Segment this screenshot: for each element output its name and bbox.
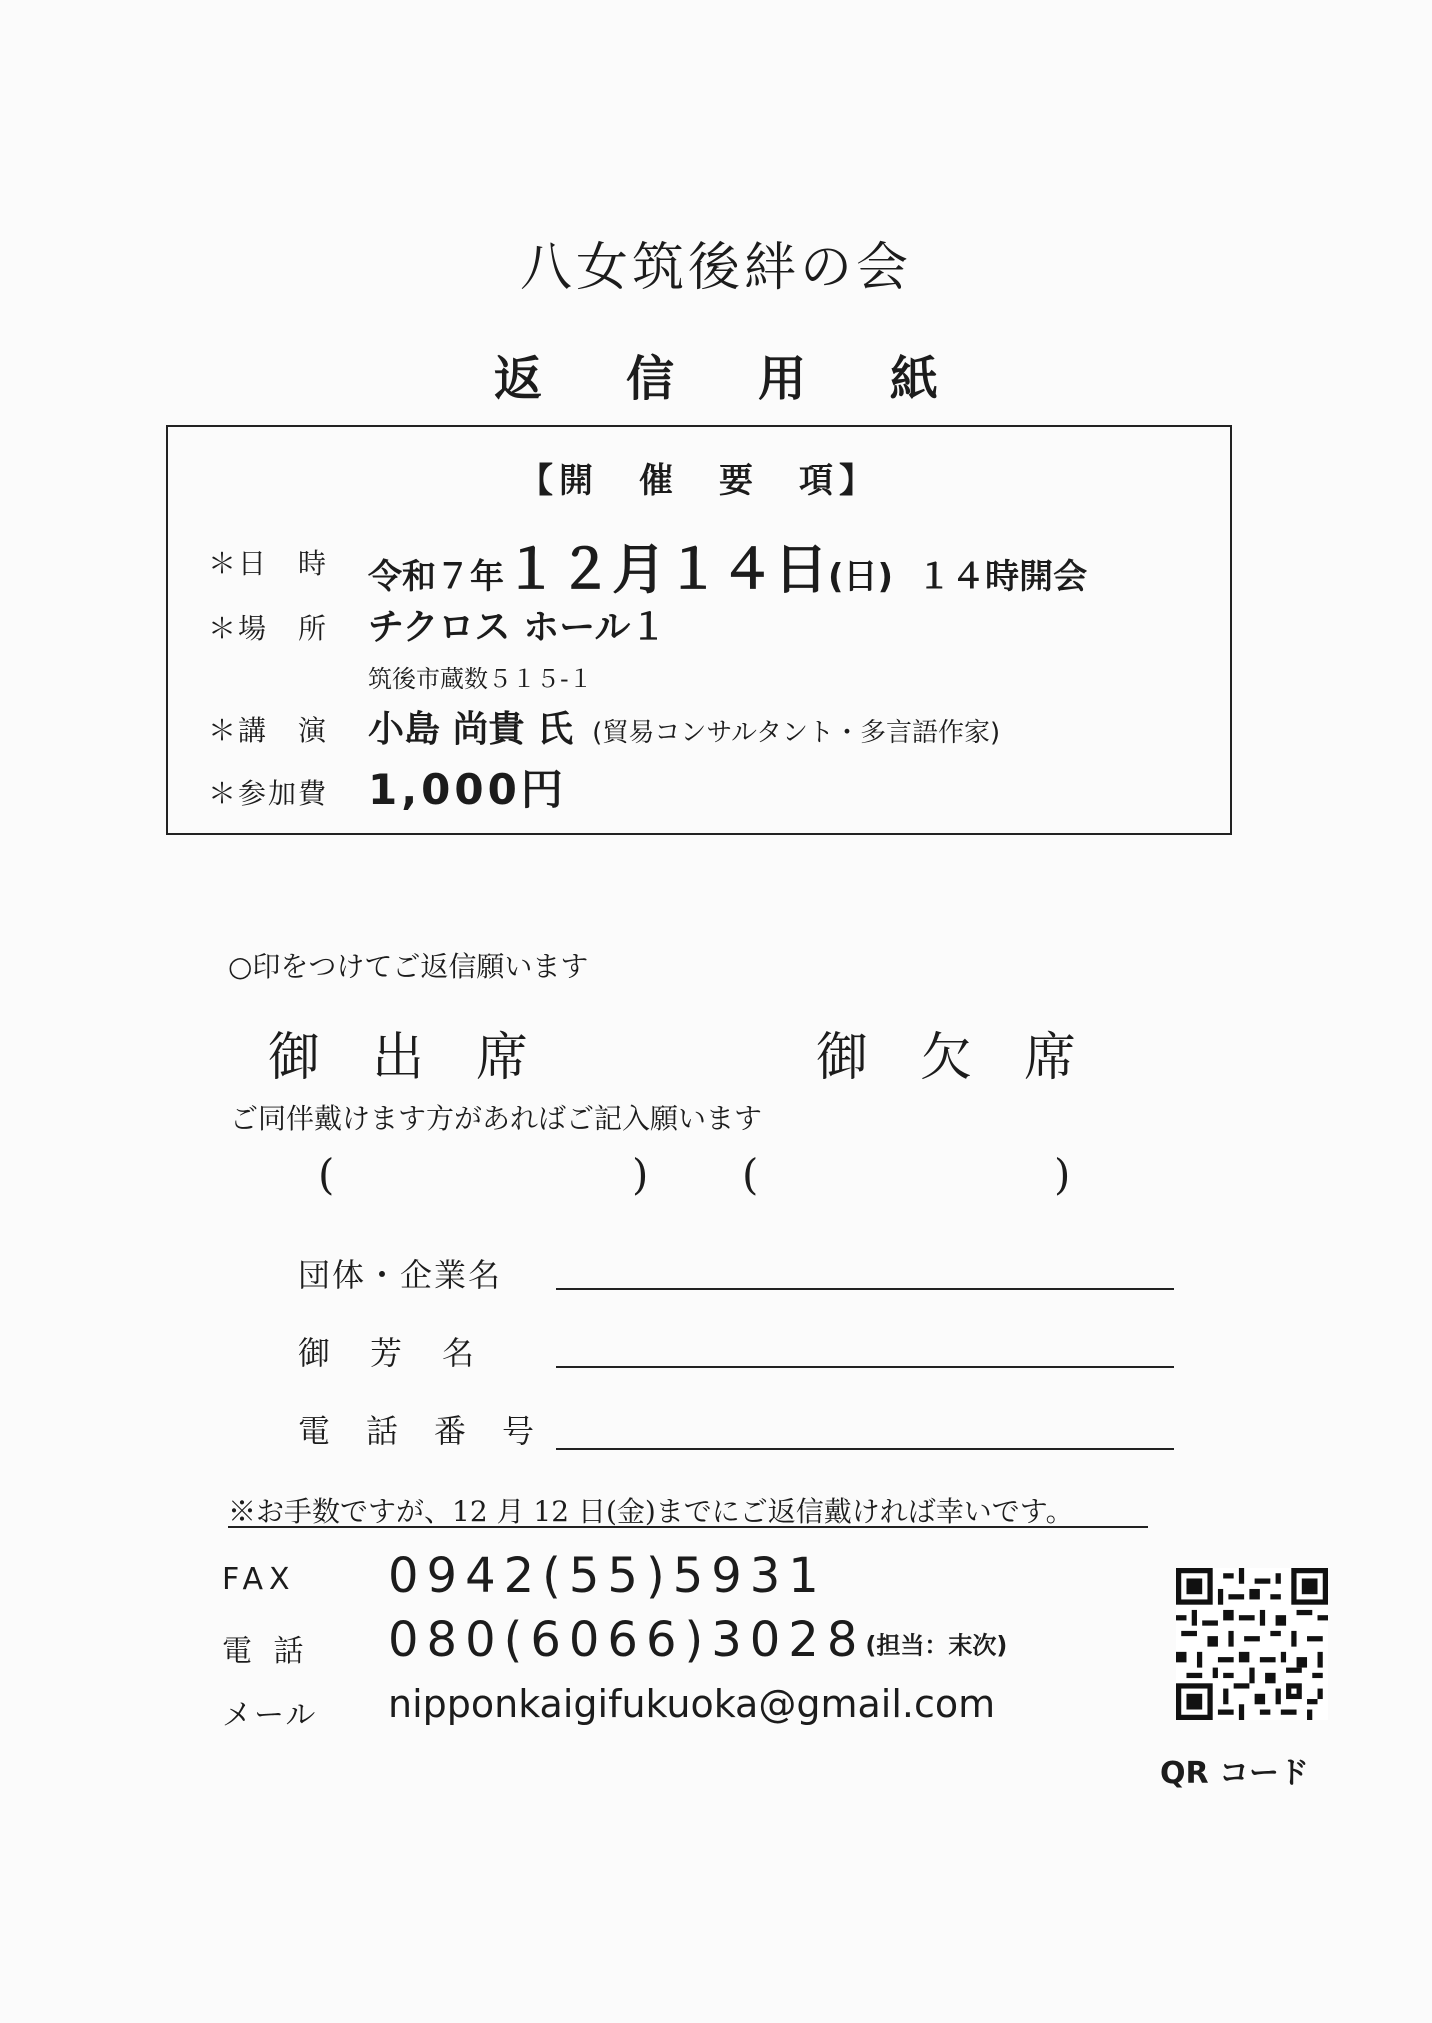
details-heading: 【開 催 要 項】 bbox=[519, 461, 879, 501]
form-title-char: 紙 bbox=[890, 351, 939, 407]
lecture-value bbox=[368, 701, 1000, 752]
organization-title: 八女筑後絆の会 bbox=[519, 238, 912, 298]
form-title-char: 返 bbox=[493, 351, 542, 407]
phone-label: 電 話 番 号 bbox=[298, 1412, 537, 1450]
companion-1-field[interactable] bbox=[342, 1158, 622, 1202]
fax-number: 0942(55)5931 bbox=[388, 1548, 827, 1604]
reply-instruction: ○印をつけてご返信願います bbox=[228, 950, 589, 983]
name-field[interactable] bbox=[556, 1366, 1174, 1368]
companion-2-field[interactable] bbox=[766, 1158, 1046, 1202]
phone-field[interactable] bbox=[556, 1448, 1174, 1450]
date-era-year: 令和７年 bbox=[368, 557, 504, 597]
fee-amount: 1,000円 bbox=[368, 765, 567, 814]
venue-name: チクロス ホール１ bbox=[368, 607, 667, 648]
form-title-char: 信 bbox=[625, 351, 674, 407]
qr-code-icon[interactable] bbox=[1176, 1568, 1328, 1720]
companion-2-close-paren: ) bbox=[1054, 1150, 1071, 1199]
qr-code-label: QR コード bbox=[1160, 1756, 1310, 1791]
name-label: 御 芳 名 bbox=[298, 1334, 479, 1372]
company-name-field[interactable] bbox=[556, 1288, 1174, 1290]
date-value bbox=[368, 527, 1087, 604]
date-label: ＊日 時 bbox=[208, 547, 329, 580]
tel-label: 電 話 bbox=[222, 1634, 310, 1669]
deadline-note: ※お手数ですが、12 月 12 日(金)までにご返信戴ければ幸いです。 bbox=[228, 1495, 1074, 1528]
tel-number: 080(6066)3028 bbox=[388, 1612, 866, 1668]
mail-label: メール bbox=[222, 1698, 318, 1733]
email-address[interactable]: nipponkaigifukuoka@gmail.com bbox=[388, 1682, 996, 1726]
deadline-underline bbox=[228, 1526, 1148, 1528]
company-name-label: 団体・企業名 bbox=[298, 1256, 503, 1294]
absent-option[interactable]: 御 欠 席 bbox=[816, 1028, 1077, 1088]
lecture-label: ＊講 演 bbox=[208, 714, 329, 747]
companion-2-open-paren: ( bbox=[742, 1150, 759, 1199]
form-title bbox=[0, 340, 1432, 409]
event-details-box bbox=[166, 425, 1232, 835]
speaker-title: (貿易コンサルタント・多言語作家) bbox=[592, 718, 1001, 748]
attend-option[interactable]: 御 出 席 bbox=[268, 1028, 529, 1088]
speaker-name: 小島 尚貴 氏 bbox=[368, 709, 574, 750]
tel-contact-person: (担当：末次) bbox=[865, 1631, 1008, 1660]
form-title-char: 用 bbox=[758, 351, 807, 407]
date-weekday: (日) bbox=[828, 557, 894, 597]
date-month-day: １２月１４日 bbox=[504, 538, 828, 601]
tel-value bbox=[388, 1612, 1007, 1668]
companion-note: ご同伴戴けます方があればご記入願います bbox=[230, 1102, 763, 1135]
companion-1-close-paren: ) bbox=[632, 1150, 649, 1199]
date-time: １４時開会 bbox=[917, 557, 1088, 597]
fee-label: ＊参加費 bbox=[208, 777, 329, 810]
companion-1-open-paren: ( bbox=[318, 1150, 335, 1199]
venue-address: 筑後市蔵数５１５-１ bbox=[368, 665, 593, 693]
fax-label: FAX bbox=[222, 1562, 296, 1597]
venue-label: ＊場 所 bbox=[208, 612, 329, 645]
